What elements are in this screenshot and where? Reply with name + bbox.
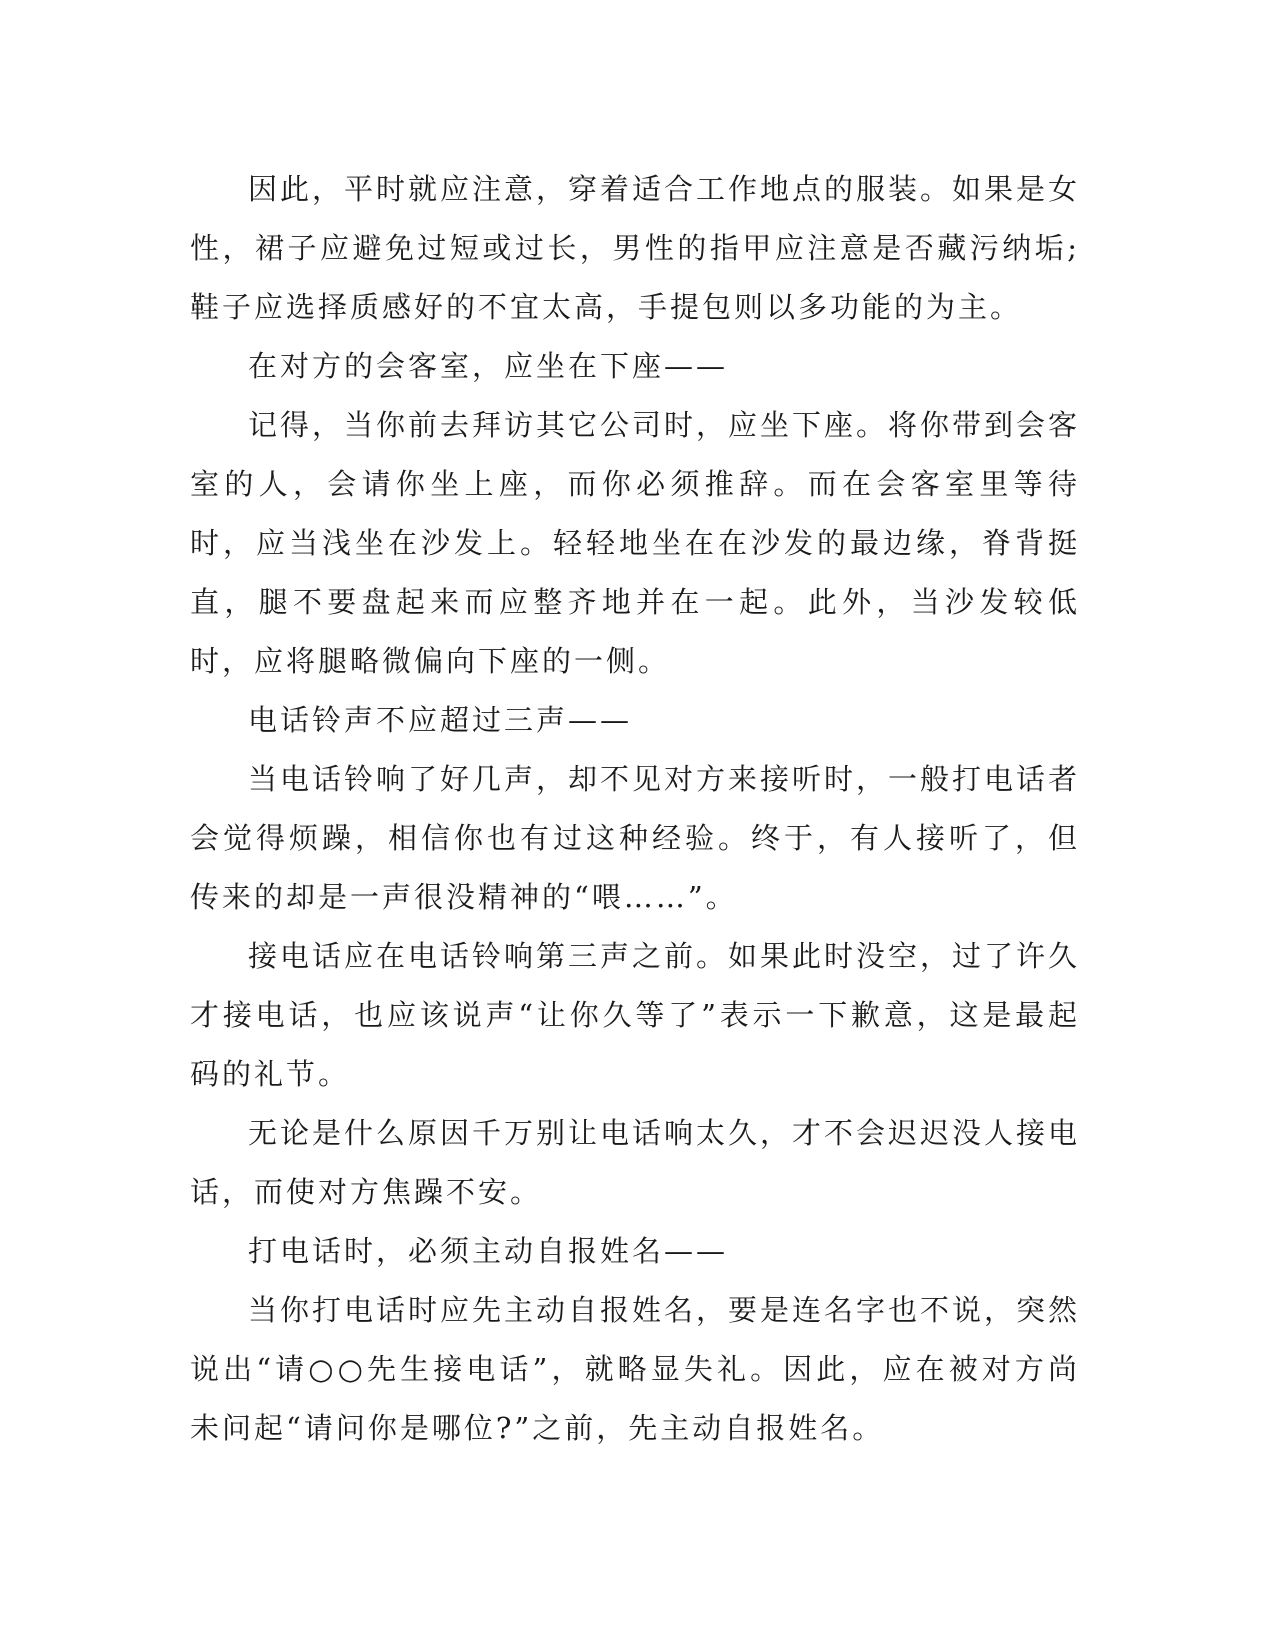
paragraph-seating: 记得，当你前去拜访其它公司时，应坐下座。将你带到会客室的人，会请你坐上座，而你必须推辞。而在会客室里等待时，应当浅坐在沙发上。轻轻地坐在在沙发的最边缘，脊背挺直，腿不要盘起来而应整齐地并在一起。此外，当沙发较低时，应将腿略微偏向下座的一侧。 [190, 408, 1081, 678]
paragraph-phone-experience: 当电话铃响了好几声，却不见对方来接听时，一般打电话者会觉得烦躁，相信你也有过这种经验。终于，有人接听了，但传来的却是一声很没精神的“喂……”。 [190, 762, 1081, 914]
paragraph-attire: 因此，平时就应注意，穿着适合工作地点的服装。如果是女性，裙子应避免过短或过长，男性的指甲应注意是否藏污纳垢;鞋子应选择质感好的不宜太高，手提包则以多功能的为主。 [190, 172, 1081, 324]
document-body [190, 160, 1080, 1458]
heading-introduce-yourself: 打电话时，必须主动自报姓名—— [248, 1234, 729, 1268]
paragraph-dont-let-ring: 无论是什么原因千万别让电话响太久，才不会迟迟没人接电话，而使对方焦躁不安。 [190, 1116, 1081, 1209]
paragraph-answer-before-third-ring: 接电话应在电话铃响第三声之前。如果此时没空，过了许久才接电话，也应该说声“让你久等了”表示一下歉意，这是最起码的礼节。 [190, 939, 1081, 1091]
paragraph-introduce-yourself: 当你打电话时应先主动自报姓名，要是连名字也不说，突然说出“请○○先生接电话”，就略显失礼。因此，应在被对方尚未问起“请问你是哪位?”之前，先主动自报姓名。 [190, 1293, 1081, 1445]
heading-phone-rings: 电话铃声不应超过三声—— [248, 703, 633, 737]
heading-reception-room: 在对方的会客室，应坐在下座—— [248, 349, 729, 383]
